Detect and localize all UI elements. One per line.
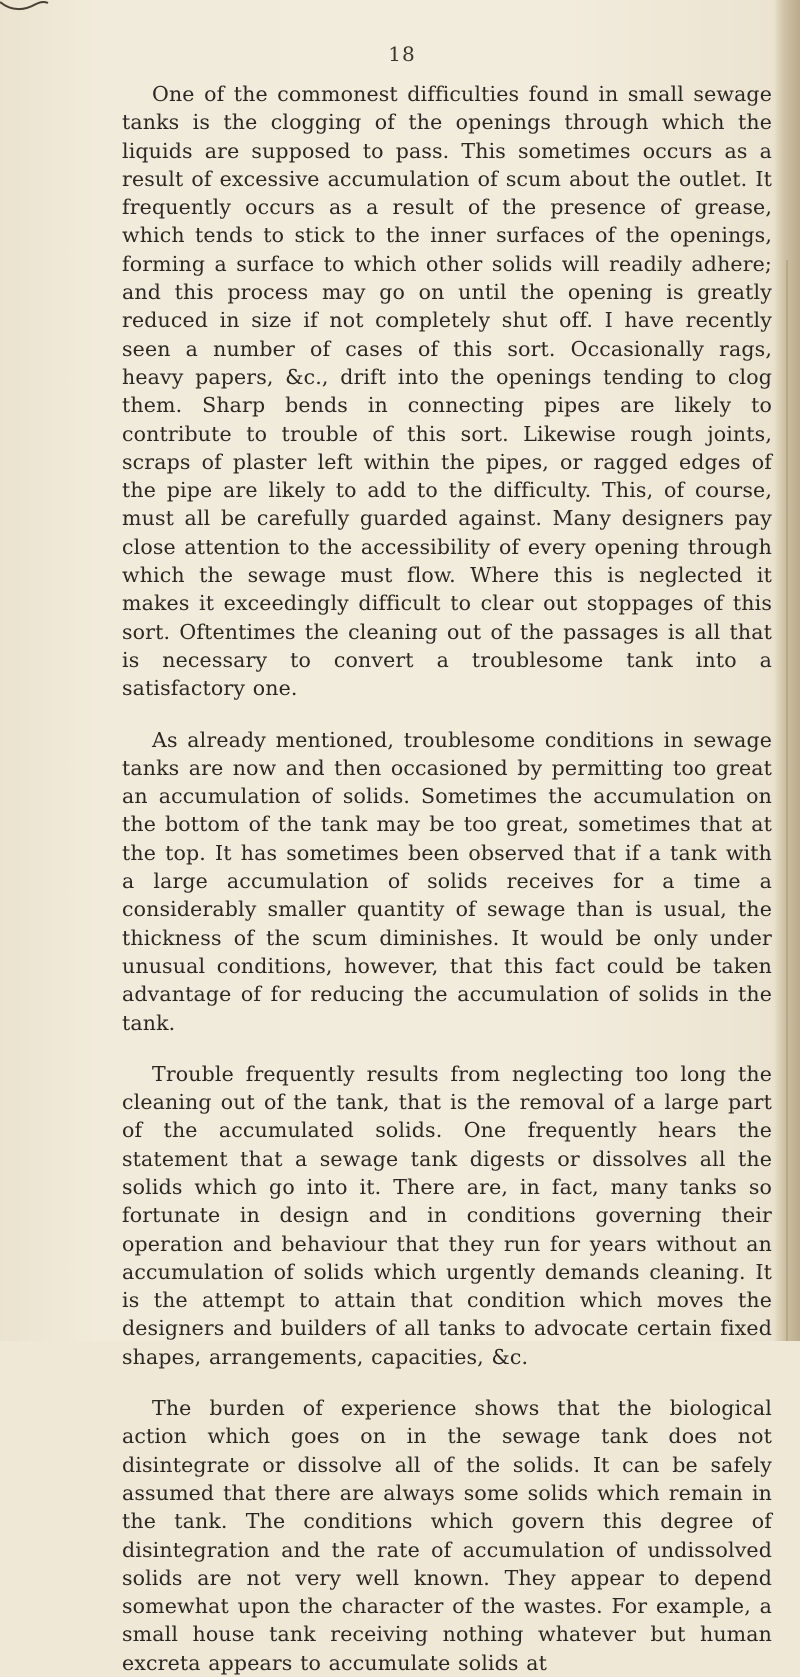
page-number: 18 <box>388 42 416 66</box>
paragraph-accumulation: As already mentioned, troublesome conditions in sewage tanks are now and then occasioned by permitting too great an accumulation of solids. Sometimes the accumulation on the bottom of the tank may be too great, sometimes that at the top. It has sometimes been observed that if a tank with a large accumulation of solids receives for a time a considerably smaller quantity of sewage than is usual, the thickness of the scum diminishes. It would be only under unusual conditions, however, that this fact could be taken advantage of for reducing the accumulation of solids in the tank. <box>122 727 772 1035</box>
paragraph-biological-action: The burden of experience shows that the biological action which goes on in the sewage tank does not disintegrate or dissolve all of the solids. It can be safely assumed that there are always some solids which remain in the tank. The conditions which govern this degree of disintegration and the rate of accumulation of undissolved solids are not very well known. They appear to depend somewhat upon the character of the wastes. For example, a small house tank receiving nothing whatever but human excreta appears to accumulate solids at <box>122 1396 772 1675</box>
page-edge-line <box>786 260 788 1341</box>
paragraph-clogging: One of the commonest difficulties found in small sewage tanks is the clogging of the openings through which the liquids are supposed to pass. This sometimes occurs as a result of excessive accumulation of scum about the outlet. It frequently occurs as a result of the presence of grease, which tends to stick to the inner surfaces of the openings, forming a surface to which other solids will readily adhere; and this process may go on until the opening is greatly reduced in size if not completely shut off. I have recently seen a number of cases of this sort. Occasionally rags, heavy papers, &c., drift into the openings tending to clog them. Sharp bends in connecting pipes are likely to contribute to trouble of this sort. Likewise rough joints, scraps of plaster left within the pipes, or ragged edges of the pipe are likely to add to the difficulty. This, of course, must all be carefully guarded against. Many designers pay close attention to the accessibility of every opening through which the sewage must flow. Where this is neglected it makes it exceedingly difficult to clear out stoppages of this sort. Oftentimes the cleaning out of the passages is all that is necessary to convert a troublesome tank into a satisfactory one. <box>122 82 772 701</box>
corner-ink-mark <box>0 0 60 30</box>
body-text <box>122 80 772 1677</box>
paragraph-cleaning: Trouble frequently results from neglecting too long the cleaning out of the tank, that is the removal of a large part of the accumulated solids. One frequently hears the statement that a sewage tank digests or dissolves all the solids which go into it. There are, in fact, many tanks so fortunate in design and in conditions governing their operation and behaviour that they run for years without an accumulation of solids which urgently demands cleaning. It is the attempt to attain that condition which moves the designers and builders of all tanks to advocate certain fixed shapes, arrangements, capacities, &c. <box>122 1061 772 1369</box>
